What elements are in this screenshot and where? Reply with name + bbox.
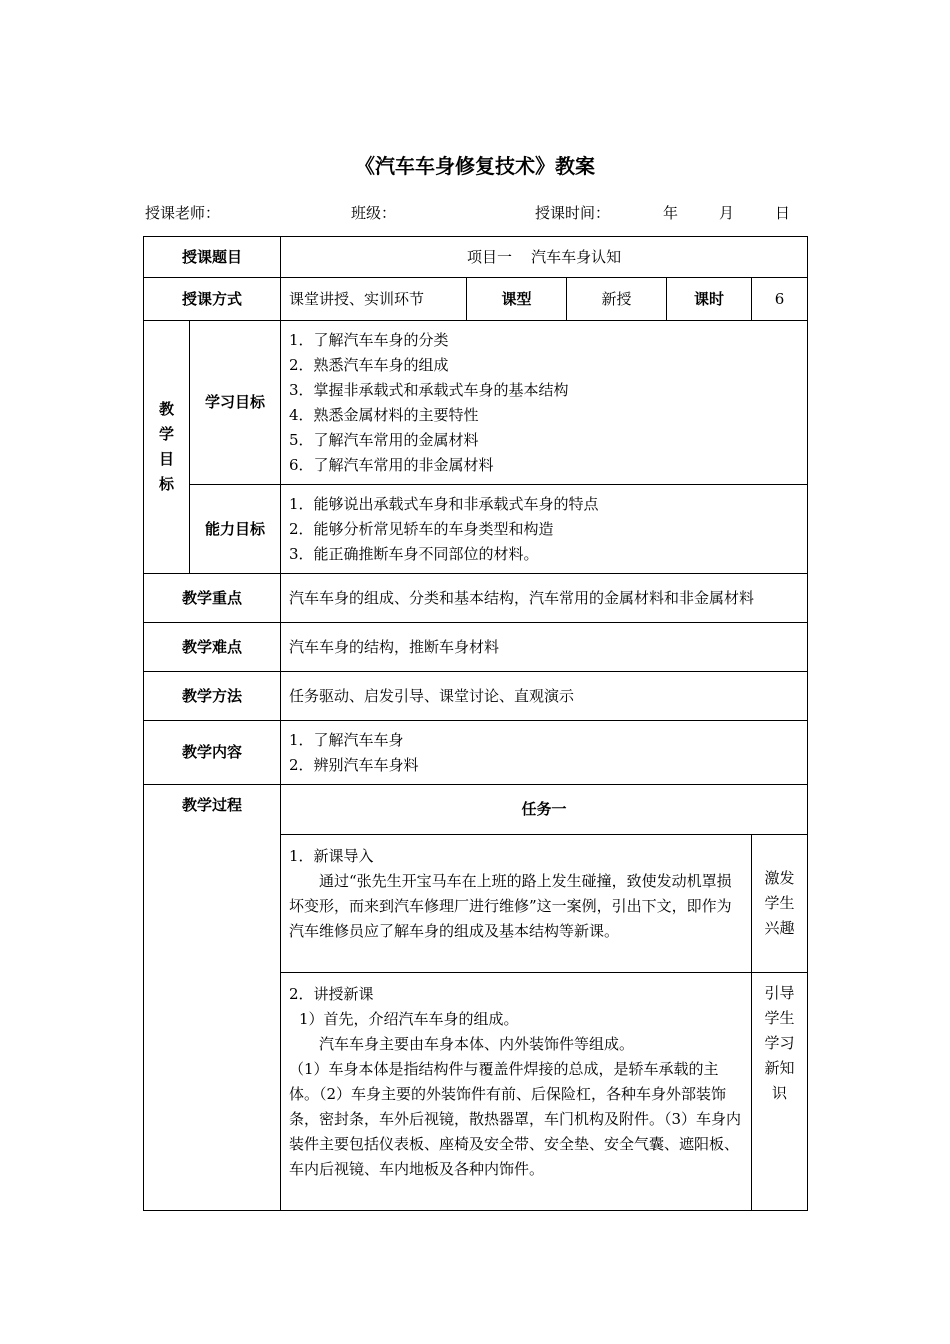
intro-step-cell: [281, 835, 752, 973]
list-item: 2．熟悉汽车车身的组成: [289, 355, 449, 374]
list-item: 1．了解汽车车身的分类: [289, 330, 449, 349]
day-label: 日: [775, 204, 791, 222]
teaching-method-row: [144, 672, 808, 721]
document-title: 《汽车车身修复技术》教案: [355, 154, 595, 178]
list-item: 3．能正确推断车身不同部位的材料。: [289, 544, 539, 563]
lecture-step-body: （1）车身本体是指结构件与覆盖件焊接的总成，是轿车承载的主体。（2）车身主要的外装饰件有前、后保险杠，各种车身外部装饰条，密封条，车外后视镜，散热器罩，车门机构及附件。（3）车身内装件主要包括仪表板、座椅及安全带、安全垫、安全气囊、遮阳板、车内后视镜、车内地板及各种内饰件。: [289, 1060, 742, 1178]
lecture-step-line: 汽车车身主要由车身本体、内外装饰件等组成。: [319, 1035, 635, 1053]
list-item: 4．熟悉金属材料的主要特性: [289, 405, 479, 424]
lecture-step-note: 引导学生 学习 新知识: [752, 973, 808, 1211]
difficult-points-label: 教学难点: [144, 623, 281, 672]
learning-objectives-list: [281, 321, 808, 485]
objectives-vertical-label: 教 学 目 标: [144, 321, 190, 574]
teaching-content-row: [144, 721, 808, 785]
teaching-content-list: [281, 721, 808, 785]
learning-objectives-label: 学习目标: [190, 321, 281, 485]
lecture-step-line: 1）首先，介绍汽车车身的组成。: [299, 1010, 519, 1028]
method-row: [144, 278, 808, 321]
intro-step-title: 1．新课导入: [289, 847, 374, 865]
year-label: 年: [663, 204, 679, 222]
method-value: 课堂讲授、实训环节: [281, 278, 467, 321]
process-header-row: [144, 785, 808, 835]
topic-value: 项目一 汽车车身认知: [281, 237, 808, 278]
topic-label: 授课题目: [144, 237, 281, 278]
list-item: 1．了解汽车车身: [289, 730, 404, 749]
ability-objectives-list: [281, 485, 808, 574]
key-points-row: [144, 574, 808, 623]
difficult-points-value: 汽车车身的结构，推断车身材料: [281, 623, 808, 672]
lesson-plan-table: [143, 236, 808, 1211]
hours-value: 6: [752, 278, 808, 321]
list-item: 2．能够分析常见轿车的车身类型和构造: [289, 519, 554, 538]
key-points-value: 汽车车身的组成、分类和基本结构，汽车常用的金属材料和非金属材料: [281, 574, 808, 623]
teaching-content-label: 教学内容: [144, 721, 281, 785]
hours-label: 课时: [667, 278, 752, 321]
method-label: 授课方式: [144, 278, 281, 321]
teaching-method-label: 教学方法: [144, 672, 281, 721]
ability-objectives-label: 能力目标: [190, 485, 281, 574]
teaching-method-value: 任务驱动、启发引导、课堂讨论、直观演示: [281, 672, 808, 721]
intro-step-body: 通过“张先生开宝马车在上班的路上发生碰撞，致使发动机罩损坏变形，而来到汽车修理厂进行维修”这一案例，引出下文，即作为汽车维修员应了解车身的组成及基本结构等新课。: [289, 872, 732, 940]
task-title: 任务一: [281, 785, 808, 835]
class-label: 班级：: [351, 204, 397, 222]
teacher-label: 授课老师：: [145, 204, 221, 222]
lecture-step-title: 2．讲授新课: [289, 985, 374, 1003]
type-label: 课型: [467, 278, 567, 321]
key-points-label: 教学重点: [144, 574, 281, 623]
month-label: 月: [719, 204, 735, 222]
list-item: 6．了解汽车常用的非金属材料: [289, 455, 494, 474]
intro-step-note: 激发学生 兴趣: [752, 835, 808, 973]
type-value: 新授: [567, 278, 667, 321]
teaching-process-label: 教学过程: [144, 785, 281, 1211]
list-item: 5．了解汽车常用的金属材料: [289, 430, 479, 449]
time-label: 授课时间：: [535, 204, 611, 222]
list-item: 3．掌握非承载式和承载式车身的基本结构: [289, 380, 569, 399]
learning-objectives-row: [144, 321, 808, 485]
list-item: 1．能够说出承载式车身和非承载式车身的特点: [289, 494, 599, 513]
lecture-step-cell: [281, 973, 752, 1211]
difficult-points-row: [144, 623, 808, 672]
ability-objectives-row: [144, 485, 808, 574]
topic-row: [144, 237, 808, 278]
list-item: 2．辨别汽车车身料: [289, 755, 419, 774]
